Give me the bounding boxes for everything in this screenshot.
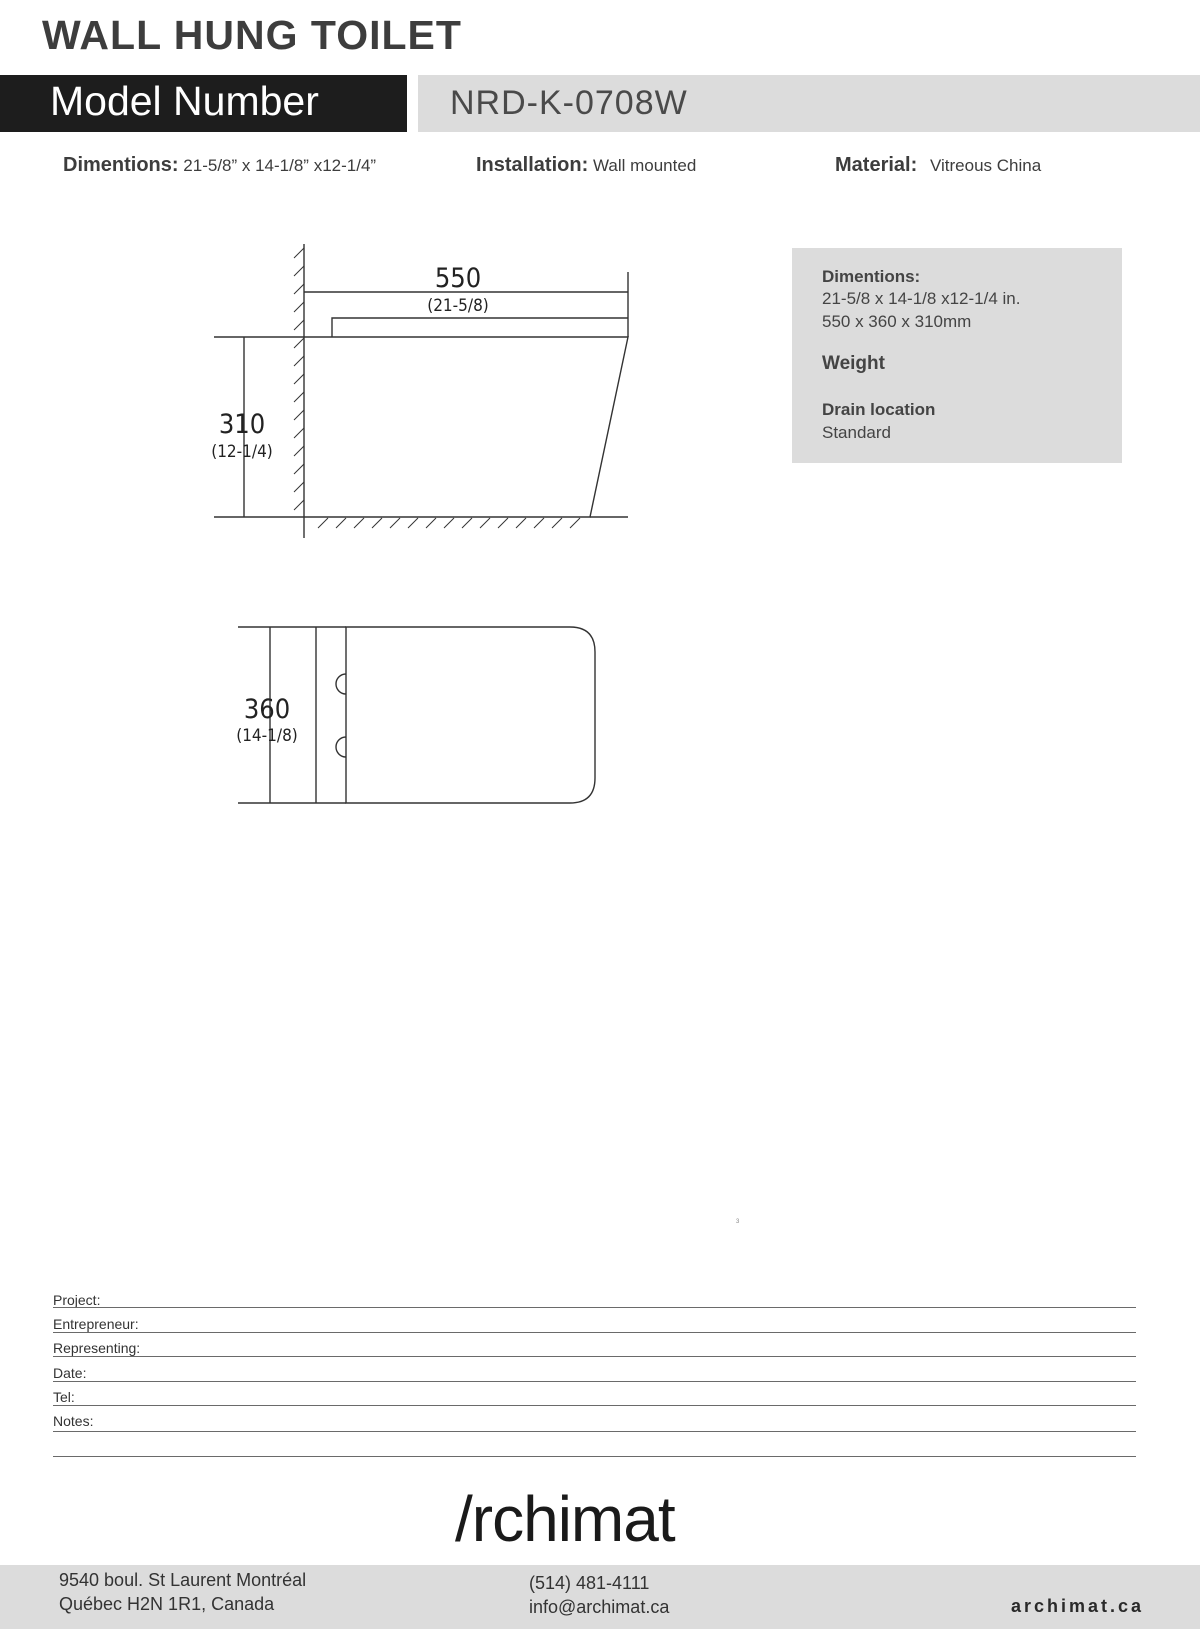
info-drain-heading: Drain location [822, 400, 936, 419]
form-rule-representing[interactable] [53, 1356, 1136, 1357]
form-rule-notes-extra[interactable] [53, 1456, 1136, 1457]
form-label-entrepreneur: Entrepreneur: [53, 1316, 139, 1332]
logo-text: rchimat [471, 1483, 675, 1555]
spec-dimensions-value: 21-5/8” x 14-1/8” x12-1/4” [183, 156, 377, 175]
page-title: WALL HUNG TOILET [42, 12, 462, 58]
dim-width-in: (14-1/8) [236, 726, 298, 746]
floor-hatching [318, 518, 580, 528]
spec-installation-label: Installation: [476, 154, 589, 176]
dim-length-in: (21-5/8) [427, 296, 489, 316]
footer-phone[interactable]: (514) 481-4111 [529, 1573, 650, 1593]
spec-material-label: Material: [835, 154, 918, 176]
info-dimensions-mm: 550 x 360 x 310mm [822, 312, 972, 331]
archimat-logo [455, 1482, 675, 1556]
footer-email[interactable]: info@archimat.ca [529, 1597, 670, 1617]
form-label-tel: Tel: [53, 1389, 75, 1405]
stray-mark: 3 [736, 1219, 740, 1225]
info-dimensions-heading: Dimentions: [822, 267, 921, 286]
spec-material-value: Vitreous China [929, 156, 1042, 175]
logo-slash: / [455, 1483, 472, 1555]
wall-hatching [294, 248, 304, 510]
toilet-top-profile [346, 627, 595, 803]
info-weight-heading: Weight [822, 353, 885, 374]
mount-hole-upper [336, 674, 346, 694]
footer-address-line2: Québec H2N 1R1, Canada [59, 1594, 275, 1614]
form-label-notes: Notes: [53, 1413, 94, 1429]
dim-width-mm: 360 [243, 694, 291, 725]
info-dimensions-in: 21-5/8 x 14-1/8 x12-1/4 in. [822, 289, 1021, 308]
toilet-side-profile [304, 337, 628, 517]
form-rule-entrepreneur[interactable] [53, 1332, 1136, 1333]
footer-address-line1: 9540 boul. St Laurent Montréal [59, 1570, 307, 1590]
form-rule-project[interactable] [53, 1307, 1136, 1308]
form-rule-date[interactable] [53, 1381, 1136, 1382]
form-label-representing: Representing: [53, 1340, 141, 1356]
dim-height-mm: 310 [218, 409, 266, 440]
form-rule-tel[interactable] [53, 1405, 1136, 1406]
dim-height-in: (12-1/4) [211, 442, 273, 462]
form-label-project: Project: [53, 1292, 101, 1308]
info-drain-value: Standard [822, 423, 891, 442]
mount-hole-lower [336, 737, 346, 757]
form-rule-notes[interactable] [53, 1431, 1136, 1432]
model-number-value: NRD-K-0708W [450, 84, 688, 122]
model-number-label: Model Number [50, 78, 319, 124]
form-label-date: Date: [53, 1365, 87, 1381]
seat-top [332, 318, 628, 337]
dim-length-mm: 550 [434, 263, 482, 294]
spec-dimensions-label: Dimentions: [63, 154, 179, 176]
footer-website[interactable]: archimat.ca [1011, 1596, 1145, 1616]
spec-installation-value: Wall mounted [592, 156, 697, 175]
